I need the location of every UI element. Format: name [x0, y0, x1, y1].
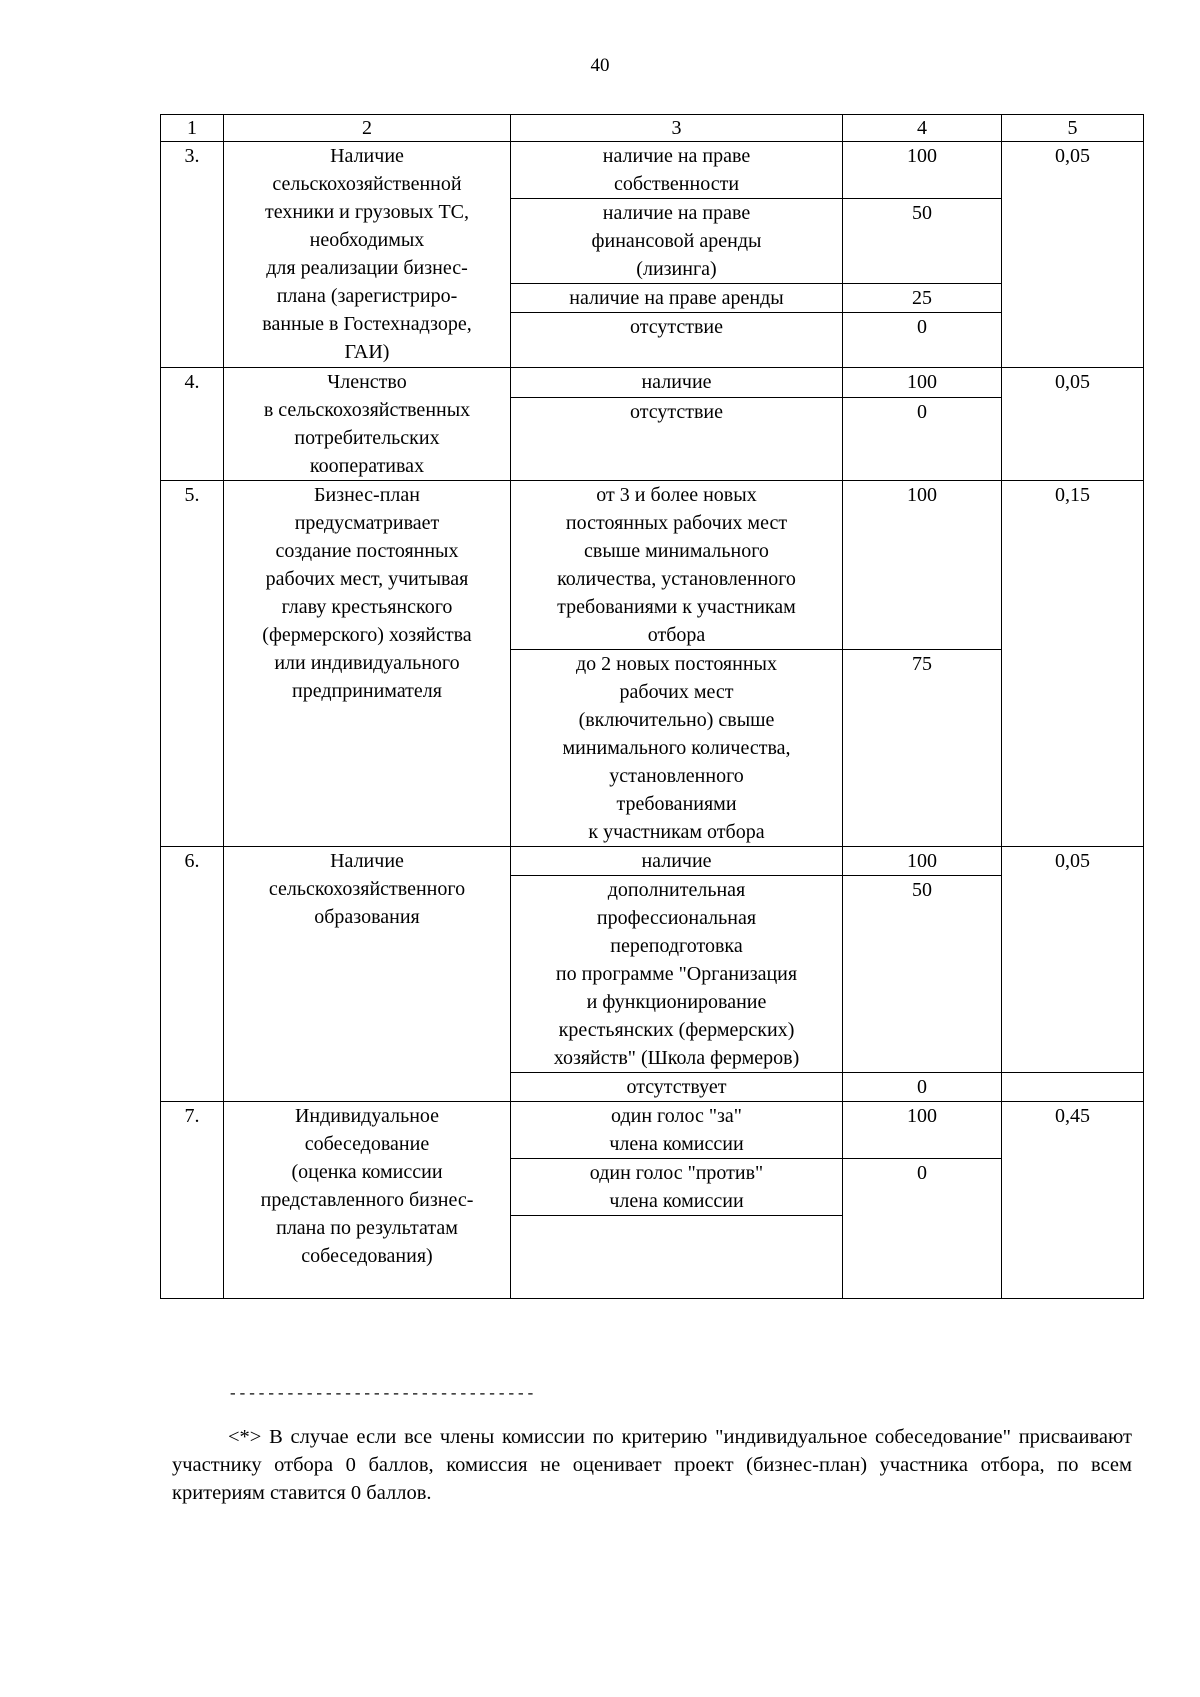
table-row: [161, 142, 1144, 199]
option-score: 100: [843, 142, 1002, 199]
option-text: отсутствие: [511, 313, 843, 368]
option-text: один голос "против" члена комиссии: [511, 1159, 843, 1216]
option-score: 25: [843, 284, 1002, 313]
empty-cell: [511, 1216, 843, 1299]
page-number: 40: [590, 55, 610, 76]
table-header-row: [161, 115, 1144, 142]
criterion-text: Бизнес-план предусматривает создание постоянных рабочих мест, учитывая главу крестьянского (фермерского) хозяйства или индивидуального предпринимателя: [224, 481, 511, 847]
empty-cell: [1002, 1073, 1144, 1102]
footnote-separator: --------------------------------: [228, 1385, 536, 1403]
criterion-weight: 0,05: [1002, 368, 1144, 481]
row-number: 6.: [161, 847, 224, 1102]
row-number: 3.: [161, 142, 224, 368]
option-score: 0: [843, 398, 1002, 481]
header-cell: 2: [224, 115, 511, 142]
footnote: <*> В случае если все члены комиссии по критерию "индивидуальное собеседование" присваивают участнику отбора 0 баллов, комиссия не оценивает проект (бизнес-план) участника отбора, по всем критериям ставится 0 баллов.: [172, 1426, 1132, 1504]
option-text: от 3 и более новых постоянных рабочих мест свыше минимального количества, установленного требованиями к участникам отбора: [511, 481, 843, 650]
criterion-weight: 0,05: [1002, 847, 1144, 1073]
header-cell: 1: [161, 115, 224, 142]
option-text: отсутствие: [511, 398, 843, 481]
header-cell: 5: [1002, 115, 1144, 142]
option-score: 0: [843, 1159, 1002, 1299]
criterion-weight: 0,05: [1002, 142, 1144, 368]
option-score: 0: [843, 1073, 1002, 1102]
header-cell: 4: [843, 115, 1002, 142]
option-score: 100: [843, 481, 1002, 650]
row-number: 4.: [161, 368, 224, 481]
option-score: 100: [843, 847, 1002, 876]
option-text: до 2 новых постоянных рабочих мест (включительно) свыше минимального количества, установленного требованиями к участникам отбора: [511, 650, 843, 847]
option-score: 75: [843, 650, 1002, 847]
criterion-text: Наличие сельскохозяйственного образования: [224, 847, 511, 1102]
option-score: 0: [843, 313, 1002, 368]
row-number: 7.: [161, 1102, 224, 1299]
option-score: 50: [843, 876, 1002, 1073]
table-row: [161, 368, 1144, 398]
option-text: дополнительная профессиональная переподготовка по программе "Организация и функционирование крестьянских (фермерских) хозяйств" (Школа фермеров): [511, 876, 843, 1073]
criterion-weight: 0,45: [1002, 1102, 1144, 1299]
option-text: отсутствует: [511, 1073, 843, 1102]
option-score: 50: [843, 199, 1002, 284]
option-text: наличие на праве собственности: [511, 142, 843, 199]
criterion-weight: 0,15: [1002, 481, 1144, 847]
criterion-text: Членство в сельскохозяйственных потребительских кооперативах: [224, 368, 511, 481]
table-row: [161, 847, 1144, 876]
option-score: 100: [843, 1102, 1002, 1159]
option-text: наличие на праве аренды: [511, 284, 843, 313]
criterion-text: Наличие сельскохозяйственной техники и грузовых ТС, необходимых для реализации бизнес- плана (зарегистриро- ванные в Гостехнадзоре, ГАИ): [224, 142, 511, 368]
table-row: [161, 1102, 1144, 1159]
criteria-table: [160, 114, 1144, 1299]
header-cell: 3: [511, 115, 843, 142]
option-text: наличие: [511, 847, 843, 876]
option-text: наличие на праве финансовой аренды (лизинга): [511, 199, 843, 284]
option-text: наличие: [511, 368, 843, 398]
option-score: 100: [843, 368, 1002, 398]
criterion-text: Индивидуальное собеседование (оценка комиссии представленного бизнес- плана по результатам собеседования): [224, 1102, 511, 1299]
row-number: 5.: [161, 481, 224, 847]
table-row: [161, 481, 1144, 650]
option-text: один голос "за" члена комиссии: [511, 1102, 843, 1159]
